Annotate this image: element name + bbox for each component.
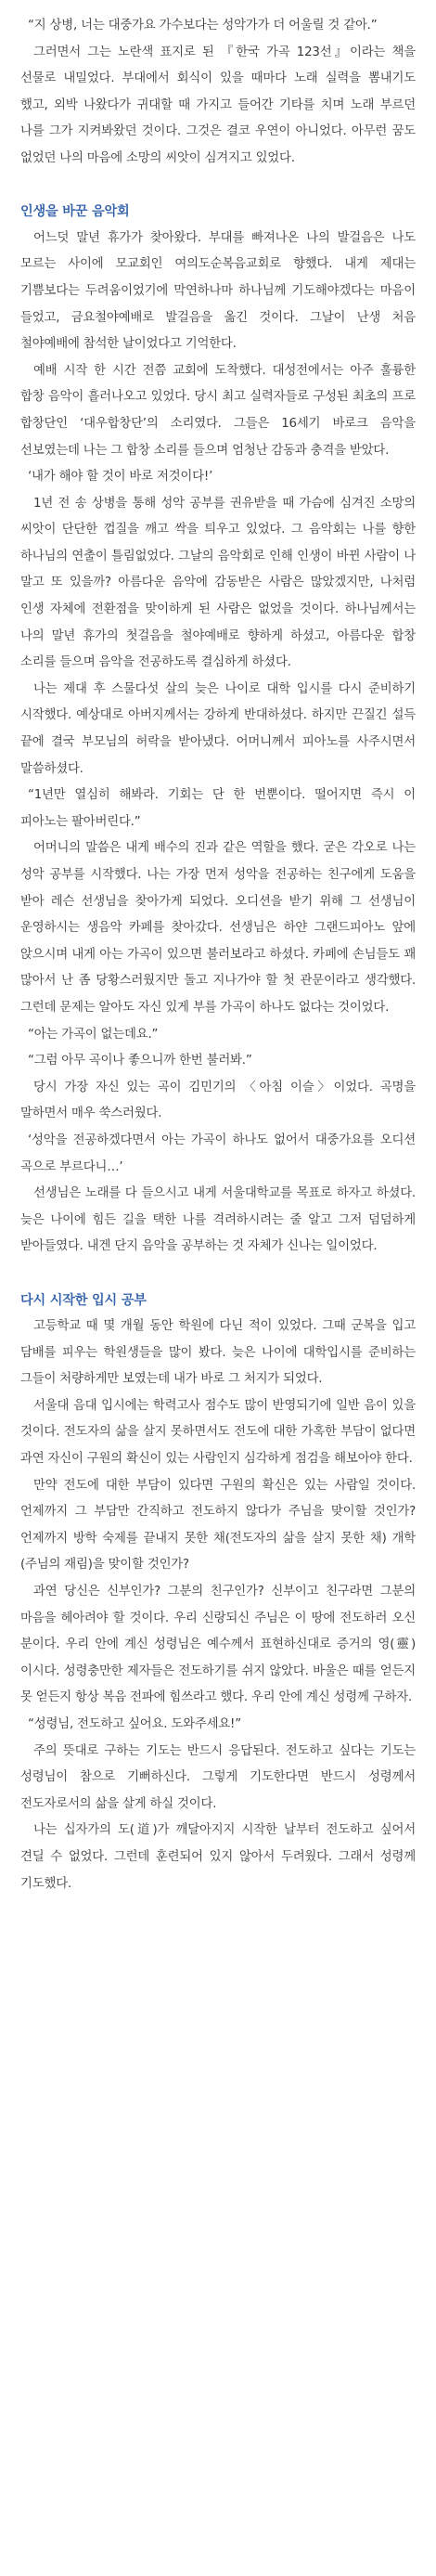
body-paragraph: 어느덧 말년 휴가가 찾아왔다. 부대를 빠져나온 나의 발걸음은 나도 모르는 사이에 모교회인 여의도순복음교회로 향했다. 내게 제대는 기쁨보다는 두려움이었기에 막연하나마 하나님께 기도해야겠다는 마음이 들었고, 금요철야예배로 발걸음을 옮긴 것이다. 그날이 난생 처음 철야예배에 참석한 날이었다고 기억한다. [20,230,416,352]
body-paragraph: 1년 전 송 상병을 통해 성악 공부를 권유받을 때 가슴에 심겨진 소망의 씨앗이 단단한 껍질을 깨고 싹을 틔우고 있었다. 그 음악회는 나를 향한 하나님의 연출이 틀림없었다. 그날의 음악회로 인해 인생이 바뀐 사람이 나 말고 또 있을까? 아름다운 음악에 감동받은 사람은 많았겠지만, 나처럼 인생 자체에 전환점을 맞이하게 된 사람은 없었을 것이다. 하나님께서는 나의 말년 휴가의 첫걸음을 철야예배로 향하게 하셨고, 아름다운 합창 소리를 들으며 음악을 전공하도록 결심하게 하셨다. [20,496,416,670]
body-paragraph: 선생님은 노래를 다 들으시고 내게 서울대학교를 목표로 하자고 하셨다. 늦은 나이에 힘든 길을 택한 나를 격려하시려는 줄 알고 그저 덤덤하게 받아들였다. 내겐 단지 음악을 공부하는 것 자체가 신나는 일이었다. [20,1186,416,1254]
body-paragraph: 서울대 음대 입시에는 학력고사 점수도 많이 반영되기에 일반 음이 있을 것이다. 전도자의 삶을 살지 못하면서도 전도에 대한 가혹한 부담이 없다면 과연 자신이 구원의 확신이 있는 사람인지 심각하게 점검을 해보아야 한다. [20,1398,416,1467]
body-paragraph: 과연 당신은 신부인가? 그분의 친구인가? 신부이고 친구라면 그분의 마음을 헤아려야 할 것이다. 우리 신랑되신 주님은 이 땅에 전도하러 오신 분이다. 우리 안에 계신 성령님은 예수께서 표현하신대로 증거의 영(靈)이시다. 성령충만한 제자들은 전도하기를 쉬지 않았다. 바울은 때를 얻든지 못 얻든지 항상 복음 전파에 힘쓰라고 했다. 우리 안에 계신 성령께 구하자. [20,1585,416,1705]
section-heading: 다시 시작한 입시 공부 [20,1292,147,1308]
dialogue-quote: ‘성악을 전공하겠다면서 아는 가곡이 하나도 없어서 대중가요를 오디션 곡으로 부르다니…’ [20,1133,416,1174]
body-paragraph: 그러면서 그는 노란색 표지로 된 『한국 가곡 123선』이라는 책을 선물로 내밀었다. 부대에서 회식이 있을 때마다 노래 실력을 뽐내기도 했고, 외박 나왔다가 귀대할 때 가지고 들어간 기타를 치며 노래 부르던 나를 그가 지켜봐왔던 것이다. 그것은 결코 우연이 아니었다. 아무런 꿈도 없었던 나의 마음에 소망의 씨앗이 심겨지고 있었다. [20,45,416,165]
body-paragraph: 예배 시작 한 시간 전쯤 교회에 도착했다. 대성전에서는 아주 훌륭한 합창 음악이 흘러나오고 있었다. 당시 최고 실력자들로 구성된 최초의 프로 합창단인 ‘대우합창단’의 소리였다. 그들은 16세기 바로크 음악을 선보였는데 나는 그 합창 소리를 들으며 엄청난 감동과 충격을 받았다. [20,363,416,458]
body-paragraph: 주의 뜻대로 구하는 기도는 반드시 응답된다. 전도하고 싶다는 기도는 성령님이 참으로 기뻐하신다. 그렇게 기도한다면 반드시 성령께서 전도자로서의 삶을 살게 하실 것이다. [20,1743,416,1811]
section-heading: 인생을 바꾼 음악회 [20,204,130,220]
dialogue-quote: ‘내가 해야 할 것이 바로 저것이다!’ [28,470,213,485]
dialogue-quote: “성령님, 전도하고 싶어요. 도와주세요!” [28,1717,241,1731]
section-spacer [20,1261,416,1288]
body-paragraph: 만약 전도에 대한 부담이 있다면 구원의 확신은 있는 사람일 것이다. 언제까지 그 부담만 간직하고 전도하지 않다가 주님을 맞이할 것인가? 언제까지 방학 숙제를 끝내지 못한 채(전도자의 삶을 살지 못한 채) 개학(주님의 재림)을 맞이할 것인가? [20,1478,416,1573]
dialogue-quote: “1년만 열심히 해봐라. 기회는 단 한 번뿐이다. 떨어지면 즉시 이 피아노는 팔아버린다.” [20,788,416,829]
body-paragraph: 나는 십자가의 도(道)가 깨달아지지 시작한 날부터 전도하고 싶어서 견딜 수 없었다. 그런데 훈련되어 있지 않아서 두려웠다. 그래서 성령께 기도했다. [20,1823,416,1891]
section-spacer [20,173,416,200]
body-paragraph: 고등학교 때 몇 개월 동안 학원에 다닌 적이 있었다. 그때 군복을 입고 담배를 피우는 학원생들을 많이 봤다. 늦은 나이에 대학입시를 준비하는 그들이 처량하게만 보였는데 내가 바로 그 처지가 되었다. [20,1319,416,1387]
body-paragraph: 당시 가장 자신 있는 곡이 김민기의 〈아침 이슬〉이었다. 곡명을 말하면서 매우 쑥스러웠다. [20,1080,416,1121]
dialogue-quote: “그럼 아무 곡이나 좋으니까 한번 불러봐.” [28,1054,252,1068]
dialogue-quote: “아는 가곡이 없는데요.” [28,1027,159,1042]
body-paragraph: 어머니의 말씀은 내게 배수의 진과 같은 역할을 했다. 굳은 각오로 나는 성악 공부를 시작했다. 나는 가장 먼저 성악을 전공하는 친구에게 도움을 받아 레슨 선생님을 찾아가게 되었다. 오디션을 받기 위해 그 선생님이 운영하시는 생음악 카페를 찾아갔다. 선생님은 하얀 그랜드피아노 앞에 앉으시며 내게 아는 가곡이 있으면 불러보라고 하셨다. 카페에 손님들도 꽤 많아서 난 좀 당황스러웠지만 돌고 지나가야 할 첫 관문이라고 생각했다. 그런데 문제는 알아도 자신 있게 부를 가곡이 하나도 없다는 것이었다. [20,841,416,1015]
dialogue-quote: “지 상병, 너는 대중가요 가수보다는 성악가가 더 어울릴 것 같아.” [28,19,378,32]
body-paragraph: 나는 제대 후 스물다섯 살의 늦은 나이로 대학 입시를 다시 준비하기 시작했다. 예상대로 아버지께서는 강하게 반대하셨다. 하지만 끈질긴 설득 끝에 결국 부모님의 허락을 받아냈다. 어머니께서 피아노를 사주시면서 말씀하셨다. [20,681,416,776]
